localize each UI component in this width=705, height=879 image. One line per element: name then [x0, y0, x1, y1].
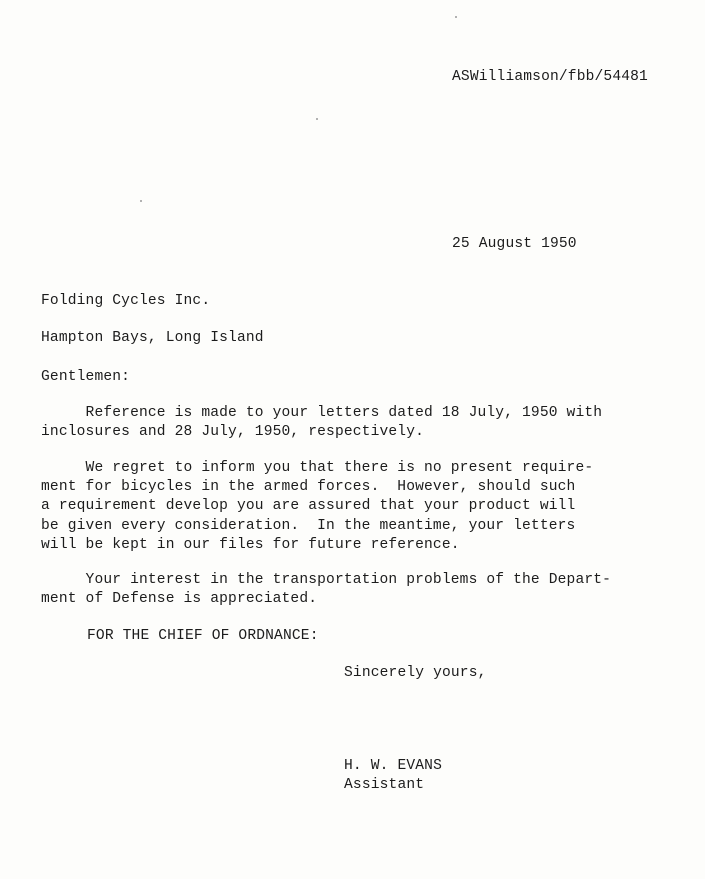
salutation: Gentlemen: [41, 369, 131, 385]
paragraph-line: We regret to inform you that there is no present require- [41, 460, 594, 476]
recipient-name: Folding Cycles Inc. [41, 293, 211, 309]
paragraph-line: ment for bicycles in the armed forces. However, should such [41, 479, 576, 496]
signatory-name: H. W. EVANS [344, 758, 442, 774]
paragraph-line: Your interest in the transportation problems of the Depart- [41, 572, 612, 588]
paragraph-line: Reference is made to your letters dated 18 July, 1950 with [41, 405, 603, 421]
paragraph-line: be given every consideration. In the meantime, your letters [41, 517, 576, 534]
paragraph-line: will be kept in our files for future reference. [41, 536, 460, 553]
closing: Sincerely yours, [344, 665, 487, 681]
paragraph-line: a requirement develop you are assured that your product will [41, 498, 576, 515]
recipient-address: Hampton Bays, Long Island [41, 330, 264, 346]
body-paragraph-regret [41, 459, 593, 555]
reference-code: ASWilliamson/fbb/54481 [452, 69, 648, 85]
body-paragraph-reference [41, 404, 602, 442]
paper-speck [316, 118, 318, 120]
paper-speck [140, 200, 142, 202]
paper-speck [455, 16, 457, 18]
signatory-title: Assistant [344, 777, 425, 793]
body-paragraph-interest [41, 571, 611, 609]
paragraph-line: inclosures and 28 July, 1950, respectively. [41, 424, 425, 441]
authority-line: FOR THE CHIEF OF ORDNANCE: [87, 628, 319, 644]
paragraph-line: ment of Defense is appreciated. [41, 591, 318, 608]
letter-date: 25 August 1950 [452, 236, 577, 252]
